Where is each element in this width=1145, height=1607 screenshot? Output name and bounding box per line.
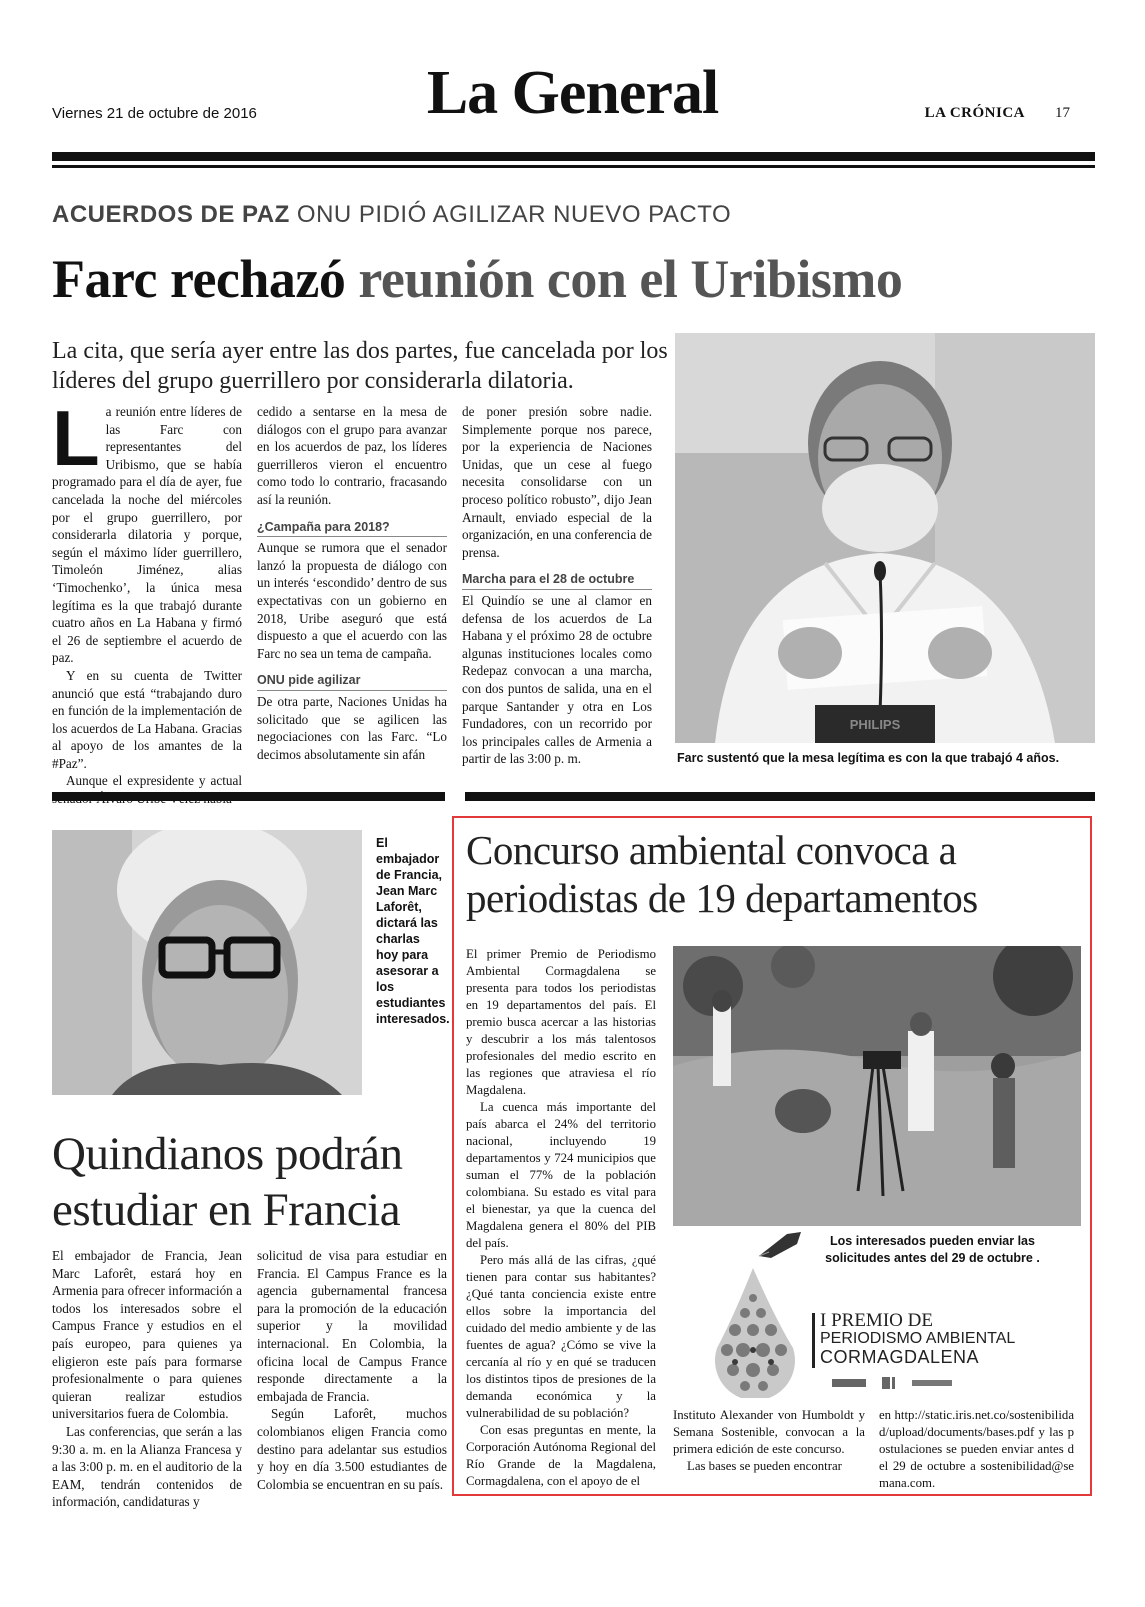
france-column-2 — [257, 1247, 447, 1493]
lead-col1-paragraph-2: Y en su cuenta de Twitter anunció que está “trabajando duro en función de la implementación de los acuerdos de La Habana. Gracias al apoyo de los amantes de la #Paz”. — [52, 667, 242, 771]
award-line-2: PERIODISMO AMBIENTAL — [820, 1330, 1016, 1347]
sponsor-logos — [830, 1375, 980, 1391]
fountain-pen-icon — [757, 1230, 805, 1260]
masthead-rule-thick — [52, 152, 1095, 161]
subhead-onu: ONU pide agilizar — [257, 672, 447, 691]
contest-column-2 — [673, 1407, 865, 1475]
contest-col3-paragraph-1: en http://static.iris.net.co/sostenibilidad/upload/documents/bases.pdf y las postulaciones se pueden enviar antes del 29 de octubre a sostenibilidad@semana.com. — [879, 1408, 1074, 1490]
sponsor-logos-icon — [830, 1375, 980, 1391]
ambassador-illustration — [52, 830, 362, 1095]
divider-left — [52, 792, 445, 801]
subhead-campaign: ¿Campaña para 2018? — [257, 519, 447, 538]
lead-column-3 — [462, 403, 652, 768]
pen-nib-icon — [757, 1230, 805, 1260]
france-col2-paragraph-1: solicitud de visa para estudiar en Francia. El Campus France es la agencia gubernamental francesa para la promoción de la educación superior y la movilidad internacional. En Colombia, la oficina local de Campus France responde directamente a la embajada de Francia. — [257, 1248, 447, 1404]
award-title — [820, 1312, 1015, 1366]
france-col1-paragraph-2: Las conferencias, que serán a las 9:30 a. m. en la Alianza Francesa y a las 3:00 p. m. en el auditorio de la EAM, tendrán contenidos de información, candidaturas y — [52, 1423, 242, 1510]
lead-deck: La cita, que sería ayer entre las dos partes, fue cancelada por los líderes del grupo guerrillero por considerarla dilatoria. — [52, 338, 668, 394]
award-line-3: CORMAGDALENA — [820, 1347, 980, 1367]
contest-col2-paragraph-1: Instituto Alexander von Humboldt y Semana Sostenible, convocan a la primera edición de este concurso. — [673, 1408, 865, 1456]
headline-grey: reunión con el Uribismo — [345, 249, 903, 309]
field-illustration — [673, 946, 1081, 1226]
contest-headline: Concurso ambiental convoca a periodistas de 19 departamentos — [466, 827, 978, 921]
contest-col1-paragraph-2: La cuenca más importante del país abarca el 24% del territorio nacional, incluyendo 19 departamentos y 724 municipios que suman el 77% de la población colombiana. Su estado es vital para el bienestar, ya que la cuenca del Magdalena genera el 80% del PIB del país. — [466, 1100, 656, 1250]
award-line-1: I PREMIO DE — [820, 1310, 933, 1331]
headline-black: Farc rechazó — [52, 249, 346, 309]
lead-col3-paragraph-2: El Quindío se une al clamor en defensa de los acuerdos de La Habana y el próximo 28 de octubre algunas instituciones locales como Redepaz convocan a una marcha, con dos puntos de salida, una en el parque Santander y otra en Los Fundadores, con un recorrido por los principales calles de Armenia a partir de las 3:00 p. m. — [462, 592, 652, 767]
contest-photo-caption: Los interesados pueden enviar las solicitudes antes del 29 de octubre . — [825, 1234, 1040, 1265]
lead-headline — [52, 248, 902, 310]
lead-col3-paragraph-1: de poner presión sobre nadie. Simplemente porque nos parece, por la experiencia de Naciones Unidas, que un cese al fuego necesita consolidarse con un proceso político robusto”, dijo Jean Arnault, enviado especial de la organización, en una conferencia de prensa. — [462, 404, 652, 560]
issue-date: Viernes 21 de octubre de 2016 — [52, 105, 257, 122]
france-col2-paragraph-2: Según Laforêt, muchos colombianos eligen Francia como destino para adelantar sus estudios y hoy en día 3.500 estudiantes de Colombia se encuentran en su país. — [257, 1406, 447, 1492]
water-drop-logo — [705, 1258, 805, 1398]
contest-col2-paragraph-2: Las bases se pueden encontrar — [687, 1459, 842, 1473]
contest-col1-paragraph-1: El primer Premio de Periodismo Ambiental Cormagdalena se presenta para todos los periodistas en 19 departamentos del país. El premio busca acercar a las historias y descubrir a los más talentosos profesionales del medio escrito en las regiones que atraviesa el río Magdalena. — [466, 947, 656, 1097]
subhead-march: Marcha para el 28 de octubre — [462, 571, 652, 590]
section-title: La General — [426, 59, 719, 127]
divider-right — [465, 792, 1095, 801]
lead-column-1 — [52, 394, 242, 808]
dropcap-letter: L — [52, 394, 100, 482]
contest-col1-paragraph-3: Pero más allá de las cifras, ¿qué tienen para contar sus habitantes? ¿Qué tanta conciencia existe entre ellos sobre la importancia del cuidado del medio ambiente y de las fuentes de agua? ¿Cómo se vive la cercanía al río y en qué se traducen los distintos tipos de presiones de la demanda económica y la vulnerabilidad de su población? — [466, 1253, 656, 1420]
microphone-brand: PHILIPS — [849, 717, 901, 732]
kicker-subtopic: ONU PIDIÓ AGILIZAR NUEVO PACTO — [289, 201, 732, 228]
lead-col1-paragraph-1: a reunión entre líderes de las Farc con representantes del Uribismo, que se había programado para el día de ayer, fue cancelada la noche del miércoles por el grupo guerrillero, por considerarla dilatoria y porque, según el máximo líder guerrillero, Timoleón Jiménez, alias ‘Timochenko’, la única mesa legítima es la que trabajó durante cuatro años en La Habana y firmó el 26 de septiembre el acuerdo de paz. — [52, 404, 242, 666]
masthead-rule-thin — [52, 165, 1095, 168]
france-col1-paragraph-1: El embajador de Francia, Jean Marc Laforêt, estará hoy en Armenia para ofrecer información a todos los interesados sobre el Campus France y estudios en el país europeo, para quienes ya eligieron este país para formarse profesionalmente o para quienes quieran realizar estudios universitarios fuera de Colombia. — [52, 1248, 242, 1422]
contest-column-1 — [466, 946, 656, 1490]
contest-col1-paragraph-4: Con esas preguntas en mente, la Corporación Autónoma Regional del Río Grande de la Magdalena, Cormagdalena, con el apoyo de el — [466, 1423, 656, 1488]
lead-col2-paragraph-2: Aunque se rumora que el senador lanzó la propuesta de diálogo con un interés ‘escondido’ dentro de sus expectativas con un gobierno en 2018, Uribe aseguró que está dispuesto a que el acuerdo con las Farc no sea un tema de campaña. — [257, 540, 447, 661]
lead-kicker — [52, 201, 731, 229]
photo-illustration — [675, 333, 1095, 743]
kicker-topic: ACUERDOS DE PAZ — [52, 201, 290, 228]
france-column-1 — [52, 1247, 242, 1511]
lead-column-2 — [257, 403, 447, 763]
page-number: 17 — [1055, 105, 1070, 121]
newspaper-name: LA CRÓNICA — [924, 105, 1025, 121]
timochenko-photo — [675, 333, 1095, 743]
ambassador-photo — [52, 830, 362, 1095]
timochenko-caption: Farc sustentó que la mesa legítima es con la que trabajó 4 años. — [677, 751, 1060, 765]
france-headline: Quindianos podrán estudiar en Francia — [52, 1128, 403, 1236]
contest-column-3 — [879, 1407, 1074, 1492]
lead-col1-paragraph-3: Aunque el expresidente y actual — [66, 773, 242, 789]
ambassador-caption: El embajador de Francia, Jean Marc Laforêt, dictará las charlas hoy para asesorar a los estudiantes interesados. — [376, 836, 450, 1026]
lead-col2-paragraph-1: cedido a sentarse en la mesa de diálogos con el grupo para avanzar en los acuerdos de paz, los líderes guerrilleros vieron el encuentro como todo lo contrario, fracasando así la reunión. — [257, 404, 447, 507]
water-drop-icon — [705, 1258, 805, 1398]
lead-col2-paragraph-3: De otra parte, Naciones Unidas ha solicitado que se agilicen las negociaciones con las Farc. “Lo decimos absolutamente sin afán — [257, 693, 447, 762]
award-rule — [812, 1313, 815, 1368]
contest-field-photo — [673, 946, 1081, 1226]
